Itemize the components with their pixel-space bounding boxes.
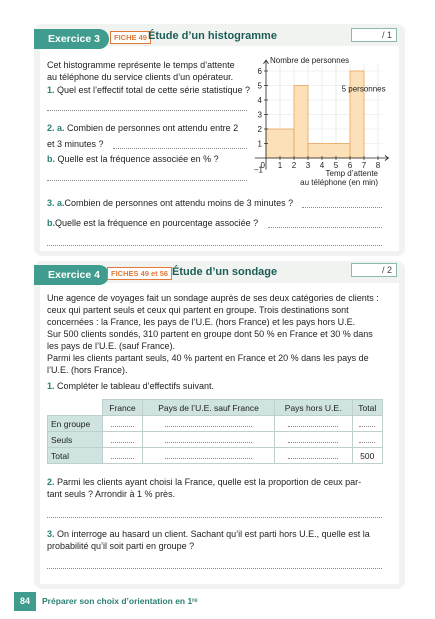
ex3-question-3b: b.Quelle est la fréquence en pourcentage associée ? — [47, 218, 259, 228]
x-tick-label: 5 — [333, 161, 339, 170]
table-cell[interactable] — [143, 432, 274, 448]
y-tick-label: 3 — [257, 110, 262, 120]
y-tick-label: 5 — [257, 81, 262, 91]
ex4-question-3: 3. On interroge au hasard un client. Sachant qu’il est parti hors U.E., quelle est la — [47, 529, 370, 539]
ex4-paragraph-line: concernées : la France, les pays de l’U.E. (hors France) et les pays hors U.E. — [47, 317, 356, 327]
x-tick-label: 6 — [347, 161, 353, 170]
histogram-bar — [308, 144, 350, 159]
exercise-4-score: / 2 — [351, 263, 397, 277]
x-tick-label: 2 — [291, 161, 297, 170]
table-cell[interactable] — [274, 448, 352, 464]
table-cell[interactable] — [274, 416, 352, 432]
y-tick-label: 4 — [257, 96, 262, 105]
answer-line[interactable] — [47, 180, 247, 181]
table-cell-total: 500 — [352, 448, 383, 464]
y-tick-label: 2 — [257, 125, 262, 134]
answer-line[interactable] — [47, 517, 382, 518]
x-tick-label: 4 — [319, 161, 325, 170]
table-cell[interactable] — [274, 432, 352, 448]
histogram-bar — [294, 86, 308, 159]
bar-annotation: 5 personnes — [341, 84, 386, 94]
table-corner — [48, 400, 103, 416]
footer-text: Préparer son choix d’orientation en 1ʳᵉ — [42, 596, 198, 606]
ex4-paragraph-line: Parmi les clients partant seuls, 40 % partent en France et 20 % dans les pays de — [47, 353, 369, 363]
table-cell[interactable] — [352, 432, 383, 448]
histogram-chart — [250, 54, 400, 190]
x-axis-label: Temp d’attente — [325, 169, 378, 178]
ex3-question-1: 1. Quel est l’effectif total de cette série statistique ? — [47, 85, 250, 95]
table-row — [48, 432, 383, 448]
column-header: Pays de l’U.E. sauf France — [143, 400, 274, 416]
ex4-paragraph-line: les pays de l’U.E. (sauf France). — [47, 341, 176, 351]
ex4-paragraph-line: Sur 500 clients sondés, 310 partent en groupe dont 50 % en France et 30 % dans — [47, 329, 373, 339]
ex3-question-2b: b. Quelle est la fréquence associée en % ? — [47, 154, 219, 164]
x-axis-label: au téléphone (en min) — [300, 178, 378, 187]
histogram-bar — [266, 129, 294, 158]
table-cell[interactable] — [102, 448, 143, 464]
table-cell[interactable] — [143, 416, 274, 432]
ex3-question-3a: 3. a.Combien de personnes ont attendu moins de 3 minutes ? — [47, 198, 294, 208]
answer-line[interactable] — [302, 207, 382, 208]
table-cell[interactable] — [102, 432, 143, 448]
ex4-paragraph-line: ceux qui partent seuls et ceux qui partent en groupe. Trois destinations sont — [47, 305, 349, 315]
y-tick-label: 6 — [257, 67, 262, 76]
page-number: 84 — [14, 592, 36, 611]
table-cell[interactable] — [102, 416, 143, 432]
y-negative-label: −1 — [253, 165, 263, 175]
ex3-intro-line2: au téléphone du service clients d’un opérateur. — [47, 72, 234, 82]
row-header: En groupe — [48, 416, 103, 432]
column-header: France — [102, 400, 143, 416]
ex3-question-2a: 2. a. Combien de personnes ont attendu entre 2 — [47, 123, 239, 133]
exercise-4-title: Étude d’un sondage — [172, 266, 278, 278]
answer-line[interactable] — [113, 148, 247, 149]
effectifs-table — [47, 399, 383, 464]
y-axis-label: Nombre de personnes — [270, 56, 350, 66]
x-tick-label: 7 — [361, 161, 367, 170]
fiche-link[interactable]: FICHES 49 et 56 — [107, 267, 172, 280]
answer-line[interactable] — [47, 568, 382, 569]
answer-line[interactable] — [47, 245, 382, 246]
answer-line[interactable] — [268, 227, 382, 228]
ex3-intro-line1: Cet histogramme représente le temps d’attente — [47, 60, 235, 70]
column-header: Pays hors U.E. — [274, 400, 352, 416]
exercise-3-score: / 1 — [351, 28, 397, 42]
ex4-question-1: 1. Compléter le tableau d’effectifs suivant. — [47, 381, 214, 391]
y-tick-label: 1 — [257, 139, 262, 149]
origin-label: 0 — [260, 161, 265, 170]
table-header-row — [48, 400, 383, 416]
x-tick-label: 8 — [375, 161, 381, 170]
ex4-paragraph-line: Une agence de voyages fait un sondage auprès de ses deux catégories de clients : — [47, 293, 379, 303]
exercise-4-label: Exercice 4 — [34, 265, 109, 285]
ex4-question-2-cont: tant seuls ? Arrondir à 1 % près. — [47, 489, 176, 499]
fiche-link[interactable]: FICHE 49 — [110, 31, 151, 44]
table-cell[interactable] — [143, 448, 274, 464]
ex4-question-3-cont: probabilité qu’il soit parti en groupe ? — [47, 541, 195, 551]
table-row — [48, 416, 383, 432]
table-row — [48, 448, 383, 464]
exercise-3-label: Exercice 3 — [34, 29, 109, 49]
row-header: Seuls — [48, 432, 103, 448]
ex4-question-2: 2. Parmi les clients ayant choisi la France, quelle est la proportion de ceux par- — [47, 477, 362, 487]
ex3-question-2a-cont: et 3 minutes ? — [47, 139, 104, 149]
exercise-3-title: Étude d’un histogramme — [148, 30, 277, 42]
row-header: Total — [48, 448, 103, 464]
x-tick-label: 3 — [305, 161, 311, 170]
column-header: Total — [352, 400, 383, 416]
answer-line[interactable] — [47, 110, 247, 111]
table-cell[interactable] — [352, 416, 383, 432]
ex4-paragraph-line: l’U.E. (hors France). — [47, 365, 128, 375]
x-tick-label: 1 — [277, 161, 283, 170]
